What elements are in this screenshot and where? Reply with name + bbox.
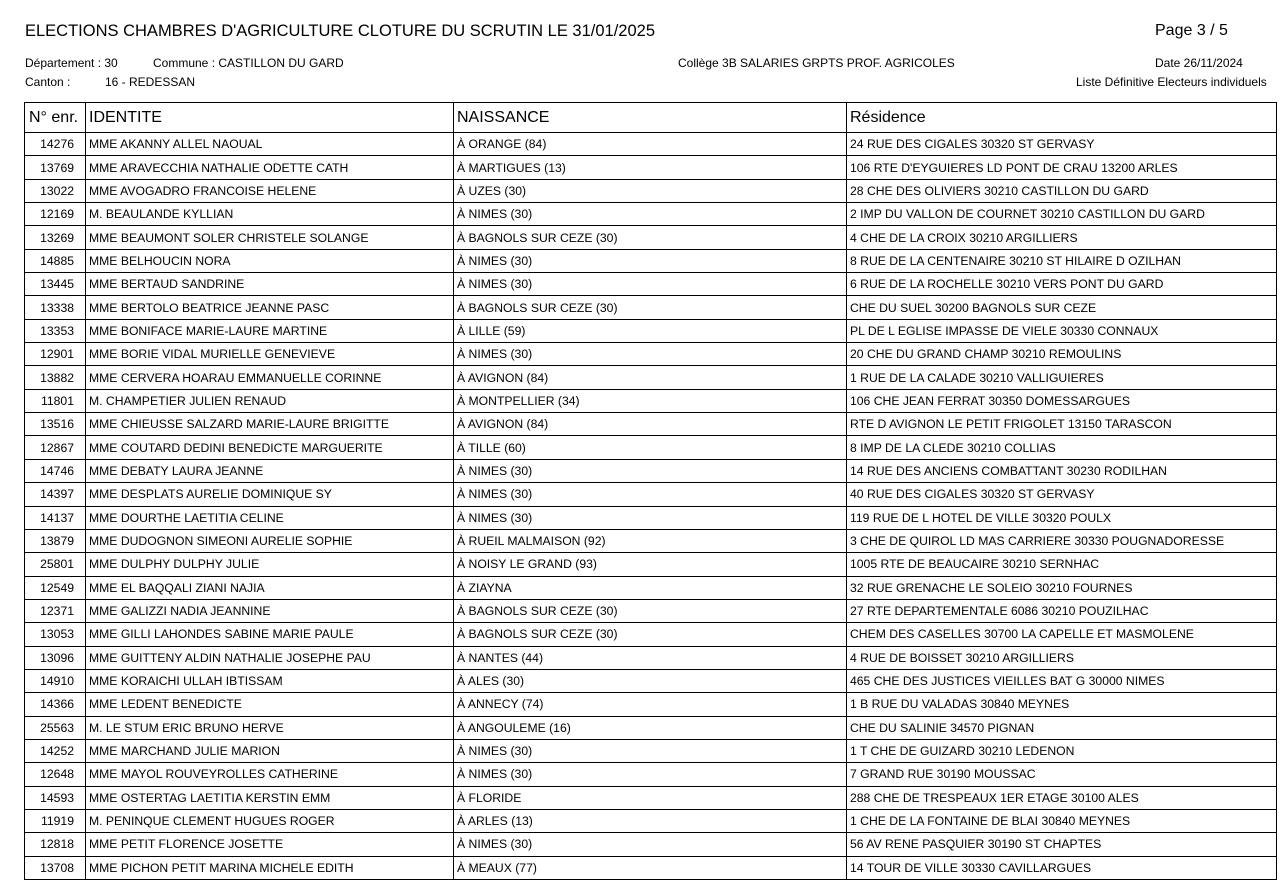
cell-naissance: À MONTPELLIER (34) [454,389,847,412]
cell-naissance: À FLORIDE [454,786,847,809]
cell-residence: 20 CHE DU GRAND CHAMP 30210 REMOULINS [847,343,1277,366]
cell-number: 14397 [25,483,86,506]
cell-identite: MME CERVERA HOARAU EMMANUELLE CORINNE [86,366,454,389]
table-row [25,809,1277,832]
cell-residence: CHE DU SALINIE 34570 PIGNAN [847,716,1277,739]
cell-identite: MME BORIE VIDAL MURIELLE GENEVIEVE [86,343,454,366]
table-row [25,343,1277,366]
cell-naissance: À AVIGNON (84) [454,413,847,436]
cell-number: 14252 [25,739,86,762]
table-row [25,319,1277,342]
cell-naissance: À BAGNOLS SUR CEZE (30) [454,599,847,622]
cell-number: 13769 [25,156,86,179]
cell-identite: MME BONIFACE MARIE-LAURE MARTINE [86,319,454,342]
cell-naissance: À BAGNOLS SUR CEZE (30) [454,623,847,646]
table-row [25,179,1277,202]
cell-residence: 2 IMP DU VALLON DE COURNET 30210 CASTILLON DU GARD [847,203,1277,226]
college-label: Collège 3B SALARIES GRPTS PROF. AGRICOLES [678,56,955,70]
table-row [25,739,1277,762]
cell-number: 13516 [25,413,86,436]
table-row [25,856,1277,879]
cell-residence: 106 RTE D'EYGUIERES LD PONT DE CRAU 13200 ARLES [847,156,1277,179]
cell-identite: MME GUITTENY ALDIN NATHALIE JOSEPHE PAU [86,646,454,669]
table-row [25,226,1277,249]
cell-naissance: À NIMES (30) [454,483,847,506]
cell-number: 13338 [25,296,86,319]
cell-identite: MME MARCHAND JULIE MARION [86,739,454,762]
cell-identite: MME MAYOL ROUVEYROLLES CATHERINE [86,763,454,786]
cell-number: 12371 [25,599,86,622]
cell-residence: RTE D AVIGNON LE PETIT FRIGOLET 13150 TARASCON [847,413,1277,436]
table-row [25,296,1277,319]
cell-number: 12901 [25,343,86,366]
cell-residence: CHEM DES CASELLES 30700 LA CAPELLE ET MASMOLENE [847,623,1277,646]
cell-number: 14885 [25,249,86,272]
cell-naissance: À NIMES (30) [454,459,847,482]
cell-naissance: À NIMES (30) [454,833,847,856]
cell-naissance: À NANTES (44) [454,646,847,669]
cell-residence: 1 T CHE DE GUIZARD 30210 LEDENON [847,739,1277,762]
table-row [25,599,1277,622]
cell-naissance: À ALES (30) [454,669,847,692]
cell-identite: M. CHAMPETIER JULIEN RENAUD [86,389,454,412]
cell-residence: 465 CHE DES JUSTICES VIEILLES BAT G 30000 NIMES [847,669,1277,692]
cell-residence: 56 AV RENE PASQUIER 30190 ST CHAPTES [847,833,1277,856]
cell-residence: 1 B RUE DU VALADAS 30840 MEYNES [847,693,1277,716]
cell-naissance: À MARTIGUES (13) [454,156,847,179]
table-row [25,483,1277,506]
cell-number: 25801 [25,553,86,576]
cell-identite: MME DEBATY LAURA JEANNE [86,459,454,482]
electors-table [24,102,1277,880]
cell-naissance: À NIMES (30) [454,249,847,272]
cell-number: 13053 [25,623,86,646]
cell-naissance: À ARLES (13) [454,809,847,832]
table-row [25,459,1277,482]
cell-naissance: À AVIGNON (84) [454,366,847,389]
cell-residence: PL DE L EGLISE IMPASSE DE VIELE 30330 CONNAUX [847,319,1277,342]
cell-residence: 4 CHE DE LA CROIX 30210 ARGILLIERS [847,226,1277,249]
cell-residence: 8 RUE DE LA CENTENAIRE 30210 ST HILAIRE D OZILHAN [847,249,1277,272]
departement-label: Département : 30 [25,56,118,70]
cell-number: 11801 [25,389,86,412]
cell-naissance: À NIMES (30) [454,763,847,786]
cell-naissance: À NIMES (30) [454,273,847,296]
cell-naissance: À NIMES (30) [454,739,847,762]
cell-residence: 32 RUE GRENACHE LE SOLEIO 30210 FOURNES [847,576,1277,599]
table-row [25,786,1277,809]
column-header-residence: Résidence [847,103,1277,133]
cell-number: 13353 [25,319,86,342]
cell-residence: 6 RUE DE LA ROCHELLE 30210 VERS PONT DU GARD [847,273,1277,296]
cell-identite: MME PICHON PETIT MARINA MICHELE EDITH [86,856,454,879]
cell-number: 12818 [25,833,86,856]
cell-number: 12648 [25,763,86,786]
cell-naissance: À ORANGE (84) [454,133,847,156]
cell-number: 14593 [25,786,86,809]
cell-identite: MME DOURTHE LAETITIA CELINE [86,506,454,529]
table-row [25,623,1277,646]
cell-identite: MME DESPLATS AURELIE DOMINIQUE SY [86,483,454,506]
table-row [25,553,1277,576]
cell-residence: 3 CHE DE QUIROL LD MAS CARRIERE 30330 POUGNADORESSE [847,529,1277,552]
page-number: Page 3 / 5 [1155,22,1228,39]
table-row [25,576,1277,599]
cell-identite: MME AVOGADRO FRANCOISE HELENE [86,179,454,202]
cell-identite: MME BERTAUD SANDRINE [86,273,454,296]
table-row [25,413,1277,436]
table-row [25,646,1277,669]
cell-identite: MME EL BAQQALI ZIANI NAJIA [86,576,454,599]
cell-residence: 1 CHE DE LA FONTAINE DE BLAI 30840 MEYNES [847,809,1277,832]
cell-identite: M. BEAULANDE KYLLIAN [86,203,454,226]
cell-number: 13882 [25,366,86,389]
cell-naissance: À NIMES (30) [454,343,847,366]
cell-number: 13445 [25,273,86,296]
cell-naissance: À MEAUX (77) [454,856,847,879]
cell-identite: MME BELHOUCIN NORA [86,249,454,272]
cell-number: 25563 [25,716,86,739]
table-row [25,716,1277,739]
cell-identite: MME ARAVECCHIA NATHALIE ODETTE CATH [86,156,454,179]
cell-residence: 119 RUE DE L HOTEL DE VILLE 30320 POULX [847,506,1277,529]
cell-naissance: À BAGNOLS SUR CEZE (30) [454,296,847,319]
table-row [25,249,1277,272]
column-header-naissance: NAISSANCE [454,103,847,133]
table-row [25,273,1277,296]
canton-label: Canton : [25,75,71,89]
cell-identite: MME OSTERTAG LAETITIA KERSTIN EMM [86,786,454,809]
cell-identite: MME PETIT FLORENCE JOSETTE [86,833,454,856]
cell-naissance: À TILLE (60) [454,436,847,459]
cell-residence: 106 CHE JEAN FERRAT 30350 DOMESSARGUES [847,389,1277,412]
cell-number: 13708 [25,856,86,879]
cell-naissance: À LILLE (59) [454,319,847,342]
cell-identite: MME BEAUMONT SOLER CHRISTELE SOLANGE [86,226,454,249]
table-row [25,436,1277,459]
cell-identite: MME CHIEUSSE SALZARD MARIE-LAURE BRIGITTE [86,413,454,436]
cell-identite: MME COUTARD DEDINI BENEDICTE MARGUERITE [86,436,454,459]
cell-residence: 288 CHE DE TRESPEAUX 1ER ETAGE 30100 ALES [847,786,1277,809]
column-header-number: N° enr. [25,103,86,133]
cell-number: 12169 [25,203,86,226]
list-type-label: Liste Définitive Electeurs individuels [1076,75,1267,89]
cell-identite: MME DULPHY DULPHY JULIE [86,553,454,576]
cell-identite: MME DUDOGNON SIMEONI AURELIE SOPHIE [86,529,454,552]
cell-residence: 14 TOUR DE VILLE 30330 CAVILLARGUES [847,856,1277,879]
cell-number: 14910 [25,669,86,692]
cell-residence: 7 GRAND RUE 30190 MOUSSAC [847,763,1277,786]
cell-residence: 4 RUE DE BOISSET 30210 ARGILLIERS [847,646,1277,669]
cell-number: 14137 [25,506,86,529]
commune-label: Commune : CASTILLON DU GARD [153,56,344,70]
table-row [25,366,1277,389]
cell-identite: M. PENINQUE CLEMENT HUGUES ROGER [86,809,454,832]
cell-residence: 27 RTE DEPARTEMENTALE 6086 30210 POUZILHAC [847,599,1277,622]
cell-residence: 40 RUE DES CIGALES 30320 ST GERVASY [847,483,1277,506]
cell-residence: 8 IMP DE LA CLEDE 30210 COLLIAS [847,436,1277,459]
cell-naissance: À BAGNOLS SUR CEZE (30) [454,226,847,249]
cell-number: 13022 [25,179,86,202]
table-row [25,693,1277,716]
cell-naissance: À ANNECY (74) [454,693,847,716]
cell-residence: 24 RUE DES CIGALES 30320 ST GERVASY [847,133,1277,156]
cell-number: 14746 [25,459,86,482]
canton-value: 16 - REDESSAN [105,75,196,89]
cell-number: 12549 [25,576,86,599]
table-row [25,133,1277,156]
table-row [25,763,1277,786]
cell-naissance: À ANGOULEME (16) [454,716,847,739]
cell-naissance: À NIMES (30) [454,203,847,226]
cell-identite: MME AKANNY ALLEL NAOUAL [86,133,454,156]
column-header-identite: IDENTITE [86,103,454,133]
cell-identite: MME KORAICHI ULLAH IBTISSAM [86,669,454,692]
cell-residence: 14 RUE DES ANCIENS COMBATTANT 30230 RODILHAN [847,459,1277,482]
table-row [25,203,1277,226]
table-row [25,669,1277,692]
cell-identite: MME BERTOLO BEATRICE JEANNE PASC [86,296,454,319]
cell-number: 13879 [25,529,86,552]
cell-naissance: À UZES (30) [454,179,847,202]
cell-naissance: À ZIAYNA [454,576,847,599]
table-row [25,156,1277,179]
cell-identite: MME GALIZZI NADIA JEANNINE [86,599,454,622]
table-header-row [25,103,1277,133]
cell-residence: CHE DU SUEL 30200 BAGNOLS SUR CEZE [847,296,1277,319]
cell-residence: 28 CHE DES OLIVIERS 30210 CASTILLON DU GARD [847,179,1277,202]
cell-number: 14366 [25,693,86,716]
cell-number: 13096 [25,646,86,669]
table-row [25,529,1277,552]
cell-residence: 1 RUE DE LA CALADE 30210 VALLIGUIERES [847,366,1277,389]
table-row [25,833,1277,856]
cell-identite: M. LE STUM ERIC BRUNO HERVE [86,716,454,739]
document-title: ELECTIONS CHAMBRES D'AGRICULTURE CLOTURE DU SCRUTIN LE 31/01/2025 [25,22,655,40]
table-row [25,506,1277,529]
cell-number: 11919 [25,809,86,832]
cell-naissance: À RUEIL MALMAISON (92) [454,529,847,552]
cell-number: 14276 [25,133,86,156]
cell-identite: MME GILLI LAHONDES SABINE MARIE PAULE [86,623,454,646]
cell-number: 13269 [25,226,86,249]
print-date: Date 26/11/2024 [1155,56,1243,70]
cell-naissance: À NIMES (30) [454,506,847,529]
table-row [25,389,1277,412]
cell-naissance: À NOISY LE GRAND (93) [454,553,847,576]
cell-residence: 1005 RTE DE BEAUCAIRE 30210 SERNHAC [847,553,1277,576]
cell-number: 12867 [25,436,86,459]
cell-identite: MME LEDENT BENEDICTE [86,693,454,716]
